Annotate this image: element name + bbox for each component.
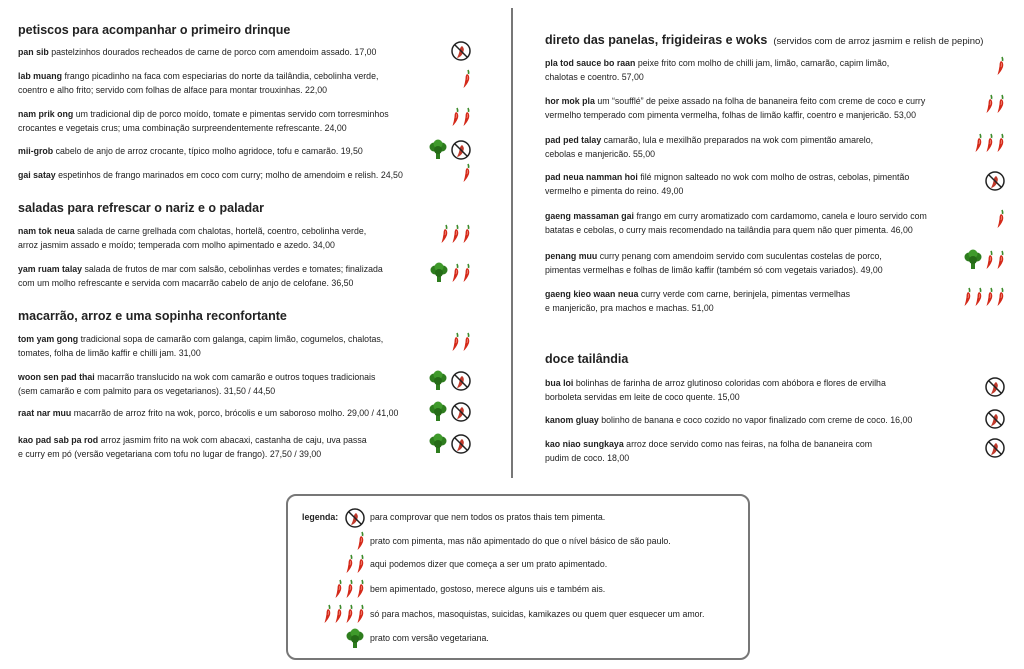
menu-item [18, 406, 412, 420]
dish-icons [451, 332, 472, 352]
menu-item-line [545, 209, 946, 223]
legend-label: legenda: [302, 512, 339, 522]
menu-item-line [545, 56, 946, 70]
section-title-text: saladas para refrescar o nariz e o paladar [18, 201, 264, 215]
pepper-icon [451, 332, 461, 352]
dish-icons [450, 40, 472, 62]
broccoli-icon [428, 262, 450, 284]
dish-icons [428, 262, 472, 284]
no-pepper-icon [450, 433, 472, 455]
dish-description: tomates, folha de limão kaffir e chilli jam. 31,00 [18, 348, 201, 358]
menu-item [18, 370, 412, 398]
menu-item [18, 332, 412, 360]
pepper-icon [462, 69, 472, 89]
dish-description: bolinhas de farinha de arroz glutinoso coloridas com abóbora e flores de ervilha [575, 378, 886, 388]
menu-item-line [18, 144, 412, 158]
dish-icons [984, 408, 1006, 430]
dish-name: yam ruam talay [18, 264, 83, 274]
menu-item-line [18, 447, 412, 461]
pepper-icon [985, 287, 995, 307]
menu-item [18, 45, 412, 59]
menu-item-line [18, 332, 412, 346]
dish-icons [462, 163, 472, 183]
pepper-icon [356, 531, 366, 551]
section-title-text: direto das panelas, frigideiras e woks [545, 33, 768, 47]
menu-item [18, 262, 412, 290]
menu-item-line [545, 108, 946, 122]
broccoli-icon [427, 139, 449, 161]
dish-description: pimentas vermelhas e folhas de limão kaffir (também só com vegetais variados). 49,00 [545, 265, 883, 275]
pepper-icon [462, 224, 472, 244]
dish-description: batatas e cebolas, o curry mais recomendado na tailândia para quem não quer pimenta. 46,00 [545, 225, 913, 235]
pepper-icon [974, 287, 984, 307]
pepper-icon [356, 579, 366, 599]
section-note: (servidos com de arroz jasmim e relish de pepino) [773, 36, 984, 47]
dish-name: hor mok pla [545, 96, 595, 106]
dish-description: frango em curry aromatizado com cardamomo, canela e louro servido com [636, 211, 927, 221]
legend-icons [323, 604, 366, 624]
pepper-icon [323, 604, 333, 624]
dish-name: mii-grob [18, 146, 54, 156]
section-title [18, 309, 287, 323]
dish-icons [451, 107, 472, 127]
dish-description: um “soufflé” de peixe assado na folha de bananeira feito com creme de coco e curry [597, 96, 926, 106]
dish-description: filé mignon salteado no wok com molho de ostras, cebolas, pimentão [640, 172, 910, 182]
legend-text: só para machos, masoquistas, suicidas, kamikazes ou quem quer esquecer um amor. [370, 609, 705, 619]
pepper-icon [356, 604, 366, 624]
menu-item-line [18, 370, 412, 384]
dish-icons [996, 56, 1006, 76]
pepper-icon [345, 604, 355, 624]
dish-description: com um molho refrescante e servida com macarrão cabelo de anjo de celofane. 36,50 [18, 278, 354, 288]
dish-name: raat nar muu [18, 408, 72, 418]
legend-icons [345, 554, 366, 574]
menu-item-line [18, 168, 412, 182]
dish-name: pan sib [18, 47, 49, 57]
pepper-icon [451, 263, 461, 283]
legend-text: bem apimentado, gostoso, merece alguns uis e também ais. [370, 584, 606, 594]
broccoli-icon [427, 370, 449, 392]
dish-description: chalotas e coentro. 57,00 [545, 72, 644, 82]
menu-item [545, 249, 946, 277]
menu-item-line [545, 437, 946, 451]
dish-icons [427, 370, 472, 392]
menu-item [545, 133, 946, 161]
menu-item-line [18, 83, 412, 97]
menu-item-line [545, 70, 946, 84]
dish-description: arroz jasmim assado e moído; temperada com molho apimentado e azedo. 34,00 [18, 240, 335, 250]
dish-description: cabelo de anjo de arroz crocante, típico molho agridoce, tofu e camarão. 19,50 [55, 146, 363, 156]
dish-description: peixe frito com molho de chilli jam, limão, camarão, capim limão, [637, 58, 890, 68]
dish-name: lab muang [18, 71, 62, 81]
dish-description: pudim de coco. 18,00 [545, 453, 630, 463]
pepper-icon [996, 209, 1006, 229]
dish-description: macarrão de arroz frito na wok, porco, brócolis e um saboroso molho. 29,00 / 41,00 [73, 408, 399, 418]
dish-icons [996, 209, 1006, 229]
legend-text: prato com versão vegetariana. [370, 633, 489, 643]
menu-item-line [545, 94, 946, 108]
legend-text: para comprovar que nem todos os pratos thais tem pimenta. [370, 512, 606, 522]
pepper-icon [996, 133, 1006, 153]
pepper-icon [985, 133, 995, 153]
menu-item-line [545, 133, 946, 147]
no-pepper-icon [450, 40, 472, 62]
dish-name: kao niao sungkaya [545, 439, 624, 449]
pepper-icon [462, 332, 472, 352]
broccoli-icon [344, 628, 366, 650]
dish-description: macarrão translucido na wok com camarão e outros toques tradicionais [97, 372, 376, 382]
dish-description: bolinho de banana e coco cozido no vapor finalizado com creme de coco. 16,00 [601, 415, 913, 425]
dish-icons [440, 224, 472, 244]
dish-icons [427, 401, 472, 423]
pepper-icon [996, 287, 1006, 307]
menu-item-line [545, 223, 946, 237]
menu-item-line [545, 249, 946, 263]
menu-item [545, 94, 946, 122]
dish-icons [984, 437, 1006, 459]
menu-item-line [18, 107, 412, 121]
no-pepper-icon [984, 408, 1006, 430]
dish-description: arroz jasmim frito na wok com abacaxi, castanha de caju, uva passa [100, 435, 367, 445]
dish-description: (sem camarão e com palmito para os vegetarianos). 31,50 / 44,50 [18, 386, 276, 396]
menu-item [18, 433, 412, 461]
pepper-icon [996, 94, 1006, 114]
no-pepper-icon [450, 401, 472, 423]
dish-name: nam prik ong [18, 109, 74, 119]
dish-description: tradicional sopa de camarão com galanga, capim limão, cogumelos, chalotas, [80, 334, 384, 344]
dish-icons [427, 139, 472, 161]
menu-item [545, 376, 946, 404]
menu-item [545, 56, 946, 84]
pepper-icon [451, 224, 461, 244]
menu-item-line [545, 301, 946, 315]
broccoli-icon [962, 249, 984, 271]
broccoli-icon [427, 401, 449, 423]
dish-description: crocantes e vegetais crus; uma combinação surpreendentemente refrescante. 24,00 [18, 123, 347, 133]
dish-description: espetinhos de frango marinados em coco com curry; molho de amendoim e relish. 24,50 [58, 170, 403, 180]
dish-name: gaeng kieo waan neua [545, 289, 639, 299]
section-title-text: macarrão, arroz e uma sopinha reconfortante [18, 309, 287, 323]
dish-icons [985, 94, 1006, 114]
menu-item-line [18, 433, 412, 447]
menu-item-line [545, 147, 946, 161]
menu-item [545, 437, 946, 465]
section-title [18, 23, 290, 37]
section-title-text: doce tailândia [545, 352, 629, 366]
dish-description: cebolas e manjericão. 55,00 [545, 149, 656, 159]
menu-item-line [18, 45, 412, 59]
menu-item [545, 287, 946, 315]
pepper-icon [996, 250, 1006, 270]
no-pepper-icon [984, 437, 1006, 459]
dish-description: borboleta servidas em leite de coco quente. 15,00 [545, 392, 740, 402]
section-title [545, 352, 628, 366]
dish-icons [984, 376, 1006, 398]
dish-description: arroz doce servido como nas feiras, na folha de bananeira com [626, 439, 873, 449]
dish-description: camarão, lula e mexilhão preparados na wok com pimentão amarelo, [603, 135, 874, 145]
pepper-icon [356, 554, 366, 574]
dish-description: salada de carne grelhada com chalotas, hortelã, coentro, cebolinha verde, [77, 226, 367, 236]
menu-item [18, 168, 412, 182]
legend-icons [356, 531, 366, 551]
dish-name: pad neua namman hoi [545, 172, 638, 182]
menu-item-line [545, 413, 946, 427]
section-title [545, 33, 983, 47]
no-pepper-icon [984, 170, 1006, 192]
dish-name: kanom gluay [545, 415, 599, 425]
dish-name: tom yam gong [18, 334, 79, 344]
menu-item-line [18, 69, 412, 83]
legend-text: prato com pimenta, mas não apimentado do que o nível básico de são paulo. [370, 536, 671, 546]
dish-name: bua loi [545, 378, 574, 388]
menu-item-line [18, 121, 412, 135]
legend-icons [344, 507, 366, 529]
legend-icons [334, 579, 366, 599]
menu-item-line [545, 376, 946, 390]
pepper-icon [440, 224, 450, 244]
broccoli-icon [427, 433, 449, 455]
dish-description: curry verde com carne, berinjela, pimentas vermelhas [640, 289, 851, 299]
dish-icons [974, 133, 1006, 153]
menu-item-line [18, 384, 412, 398]
menu-item [545, 209, 946, 237]
dish-icons [427, 433, 472, 455]
dish-description: frango picadinho na faca com especiarias do norte da tailândia, cebolinha verde, [64, 71, 379, 81]
menu-item-line [18, 346, 412, 360]
dish-name: kao pad sab pa rod [18, 435, 99, 445]
pepper-icon [963, 287, 973, 307]
pepper-icon [345, 579, 355, 599]
legend-text: aqui podemos dizer que começa a ser um prato apimentado. [370, 559, 608, 569]
legend-icons [344, 628, 366, 650]
dish-description: curry penang com amendoim servido com suculentas costelas de porco, [599, 251, 882, 261]
dish-icons [963, 287, 1006, 307]
dish-description: pastelzinhos dourados recheados de carne de porco com amendoim assado. 17,00 [51, 47, 377, 57]
menu-item-line [18, 224, 412, 238]
no-pepper-icon [450, 139, 472, 161]
pepper-icon [985, 94, 995, 114]
dish-description: vermelho e pimenta do reino. 49,00 [545, 186, 684, 196]
menu-item-line [545, 263, 946, 277]
menu-item [18, 107, 412, 135]
menu-item [18, 144, 412, 158]
dish-icons [462, 69, 472, 89]
legend-box [286, 494, 750, 660]
menu-item-line [545, 390, 946, 404]
menu-item [545, 170, 946, 198]
dish-name: penang muu [545, 251, 598, 261]
pepper-icon [462, 163, 472, 183]
pepper-icon [451, 107, 461, 127]
section-title-text: petiscos para acompanhar o primeiro drinque [18, 23, 291, 37]
no-pepper-icon [450, 370, 472, 392]
dish-description: vermelho temperado com pimenta vermelha, folhas de limão kaffir, coentro e manjericão. 53,00 [545, 110, 916, 120]
menu-item [18, 69, 412, 97]
no-pepper-icon [344, 507, 366, 529]
menu-item-line [18, 238, 412, 252]
dish-name: nam tok neua [18, 226, 75, 236]
no-pepper-icon [984, 376, 1006, 398]
dish-name: woon sen pad thai [18, 372, 95, 382]
pepper-icon [334, 604, 344, 624]
menu-item [18, 224, 412, 252]
dish-icons [962, 249, 1006, 271]
dish-description: coentro e alho frito; servido com folhas de alface para montar trouxinhas. 22,00 [18, 85, 328, 95]
pepper-icon [462, 107, 472, 127]
dish-description: salada de frutos de mar com salsão, cebolinhas verdes e tomates; finalizada [84, 264, 383, 274]
dish-description: um tradicional dip de porco moído, tomate e pimentas servido com torresminhos [75, 109, 389, 119]
menu-item-line [545, 170, 946, 184]
dish-name: gaeng massaman gai [545, 211, 634, 221]
dish-icons [984, 170, 1006, 192]
pepper-icon [985, 250, 995, 270]
menu-item-line [18, 276, 412, 290]
dish-description: e curry em pó (versão vegetariana com tofu no lugar de frango). 27,50 / 39,00 [18, 449, 322, 459]
menu-item [545, 413, 946, 427]
menu-item-line [18, 406, 412, 420]
menu-item-line [18, 262, 412, 276]
pepper-icon [462, 263, 472, 283]
section-title [18, 201, 264, 215]
column-divider [511, 8, 513, 478]
menu-item-line [545, 287, 946, 301]
pepper-icon [334, 579, 344, 599]
menu-item-line [545, 184, 946, 198]
pepper-icon [345, 554, 355, 574]
pepper-icon [996, 56, 1006, 76]
dish-description: e manjericão, pra machos e machas. 51,00 [545, 303, 714, 313]
dish-name: pla tod sauce bo raan [545, 58, 636, 68]
dish-name: gai satay [18, 170, 56, 180]
menu-item-line [545, 451, 946, 465]
dish-name: pad ped talay [545, 135, 602, 145]
pepper-icon [974, 133, 984, 153]
